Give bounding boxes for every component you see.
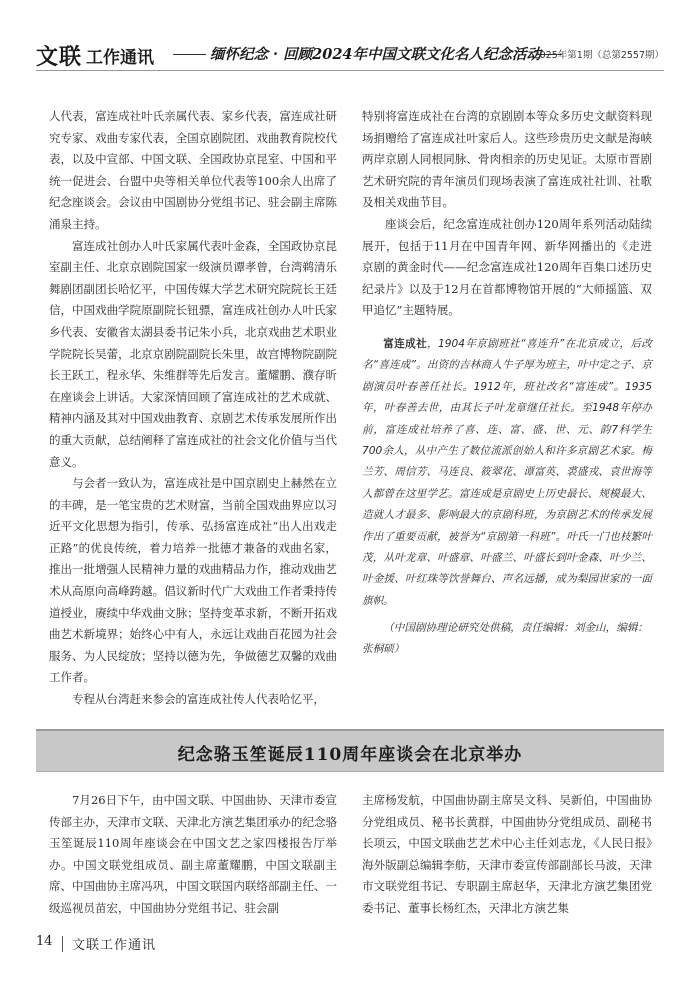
article1-credit: （中国剧协理论研究处供稿，责任编辑：刘金山，编辑：张桐硕） (362, 622, 649, 656)
page-number: 14 (36, 934, 53, 949)
article1-paragraph: 与会者一致认为，富连成社是中国京剧史上赫然在立的丰碑，是一笔宝贵的艺术财富，当前全国戏曲界应以习近平文化思想为指引，传承、弘扬富连成社“出人出戏走正路”的优良传统，着力培养一批德才兼备的戏曲名家，推出一批增强人民精神力量的戏曲精品力作，推动戏曲艺术从高原向高峰跨越。倡议新时代广大戏曲工作者秉持传道授业，赓续中华戏曲文脉；坚持变革求新，不断开拓戏曲艺术新境界；始终心中有人，永远让戏曲百花园为社会服务、为人民绽放；坚持以德为先，争做德艺双馨的戏曲工作者。 (49, 476, 337, 685)
footer-publication-title: 文联工作通讯 (72, 938, 157, 953)
article2-title-banner (36, 729, 664, 772)
article2-right-column (362, 790, 652, 920)
page-header (36, 28, 664, 68)
header-theme: 缅怀纪念 · 回顾2024年中国文联文化名人纪念活动 (210, 46, 541, 63)
article2-title: 纪念骆玉笙诞辰110周年座谈会在北京举办 (177, 745, 523, 765)
masthead-logo: 文联 (36, 44, 83, 70)
article1-paragraph: 特别将富连成社在台湾的京剧剧本等众多历史文献资料现场捐赠给了富连成社叶家后人。这些珍贵历史文献是海峡两岸京剧人同根同脉、骨肉相亲的历史见证。太原市晋剧艺术研究院的青年演员们现场表演了富连成社社训、社歌及相关戏曲节目。 (362, 109, 652, 210)
article1-left-column (49, 106, 337, 711)
note-term: 富连成社 (383, 338, 428, 350)
footer-divider (62, 936, 63, 952)
note-paragraph (362, 334, 652, 612)
masthead-publication: 工作通讯 (86, 48, 154, 68)
article1-paragraph: 人代表，富连成社叶氏亲属代表、家乡代表，富连成社研究专家、戏曲专家代表，全国京剧院团、戏曲教育院校代表，以及中宣部、中国文联、全国政协京昆室、中国和平统一促进会、台盟中央等相关单位代表等100余人出席了纪念座谈会。会议由中国剧协分党组书记、驻会副主席陈涌泉主持。 (49, 109, 337, 231)
background-note (362, 334, 652, 612)
issue-number: 2025年第1期（总第2557期） (533, 50, 664, 61)
article1-paragraph: 富连成社创办人叶氏家属代表叶金森，全国政协京昆室副主任、北京京剧院国家一级演员谭孝曾，台湾鹈清乐舞剧团副团长哈忆平，中国传媒大学艺术研究院院长王廷信，中国戏曲学院原副院长钮骠，富连成社创办人叶氏家乡代表、安徽省太湖县委书记朱小兵，北京戏曲艺术职业学院院长吴蕾，北京京剧院副院长朱里，故宫博物院副院长王跃工，程永华、朱维群等先后发言。董耀鹏、濮存昕在座谈会上讲话。大家深情回顾了富连成社的艺术成就、精神内涵及其对中国戏曲教育、京剧艺术传承发展所作出的重大贡献，总结阐释了富连成社的社会文化价值与当代意义。 (49, 238, 337, 469)
article2-paragraph: 主席杨发航，中国曲协副主席吴文科、吴新伯，中国曲协分党组成员、秘书长黄群，中国曲协分党组成员、副秘书长项云，中国文联曲艺艺术中心主任刘志龙，《人民日报》海外版副总编辑李舫，天津市委宣传部副部长马波，天津市文联党组书记、专职副主席赵华，天津北方演艺集团党委书记、董事长杨红杰，天津北方演艺集 (362, 793, 652, 915)
article1-paragraph: 座谈会后，纪念富连成社创办120周年系列活动陆续展开，包括于11月在中国青年网、新华网播出的《走进京剧的黄金时代——纪念富连成社120周年百集口述历史纪录片》以及于12月在首都博物馆开展的“大师摇篮、双甲追忆”主题特展。 (362, 216, 652, 318)
note-text: ，1904年京剧班社“喜连升”在北京成立，后改名“喜连成”。出资的吉林商人牛子厚为班主，叶中定之子、京剧演员叶春善任社长。1912年，班社改名“富连成”。1935年，叶春善去世，由其长子叶龙章继任社长。至1948年停办前，富连成社培养了喜、连、富、盛、世、元、韵7科学生700余人，从中产生了数位流派创始人和许多京剧艺术家。梅兰芳、周信芳、马连良、筱翠花、谭富英、裘盛戎、袁世海等人都曾在这里学艺。富连成是京剧史上历史最长、规模最大、造就人才最多、影响最大的京剧科班，为京剧艺术的传承发展作出了重要贡献，被誉为“京剧第一科班”。叶氏一门也枝繁叶茂，从叶龙章、叶盛章、叶盛兰、叶盛长到叶金森、叶少兰、叶金援、叶红珠等饮誉舞台、声名远播，成为梨园世家的一面旗帜。 (362, 338, 653, 607)
article1-right-column (362, 106, 652, 322)
article2-left-column (49, 790, 337, 920)
article2-paragraph: 7月26日下午，由中国文联、中国曲协、天津市委宣传部主办，天津市文联、天津北方演艺集团承办的纪念骆玉笙诞辰110周年座谈会在中国文艺之家四楼报告厅举办。中国文联党组成员、副主席董耀鹏，中国文联副主席、中国曲协主席冯巩，中国文联国内联络部副主任、一级巡视员苗宏，中国曲协分党组书记、驻会副 (49, 793, 337, 915)
article1-paragraph: 专程从台湾赶来参会的富连成社传人代表哈忆平， (72, 692, 325, 707)
header-rule-left (173, 54, 206, 55)
header-divider (36, 70, 664, 71)
